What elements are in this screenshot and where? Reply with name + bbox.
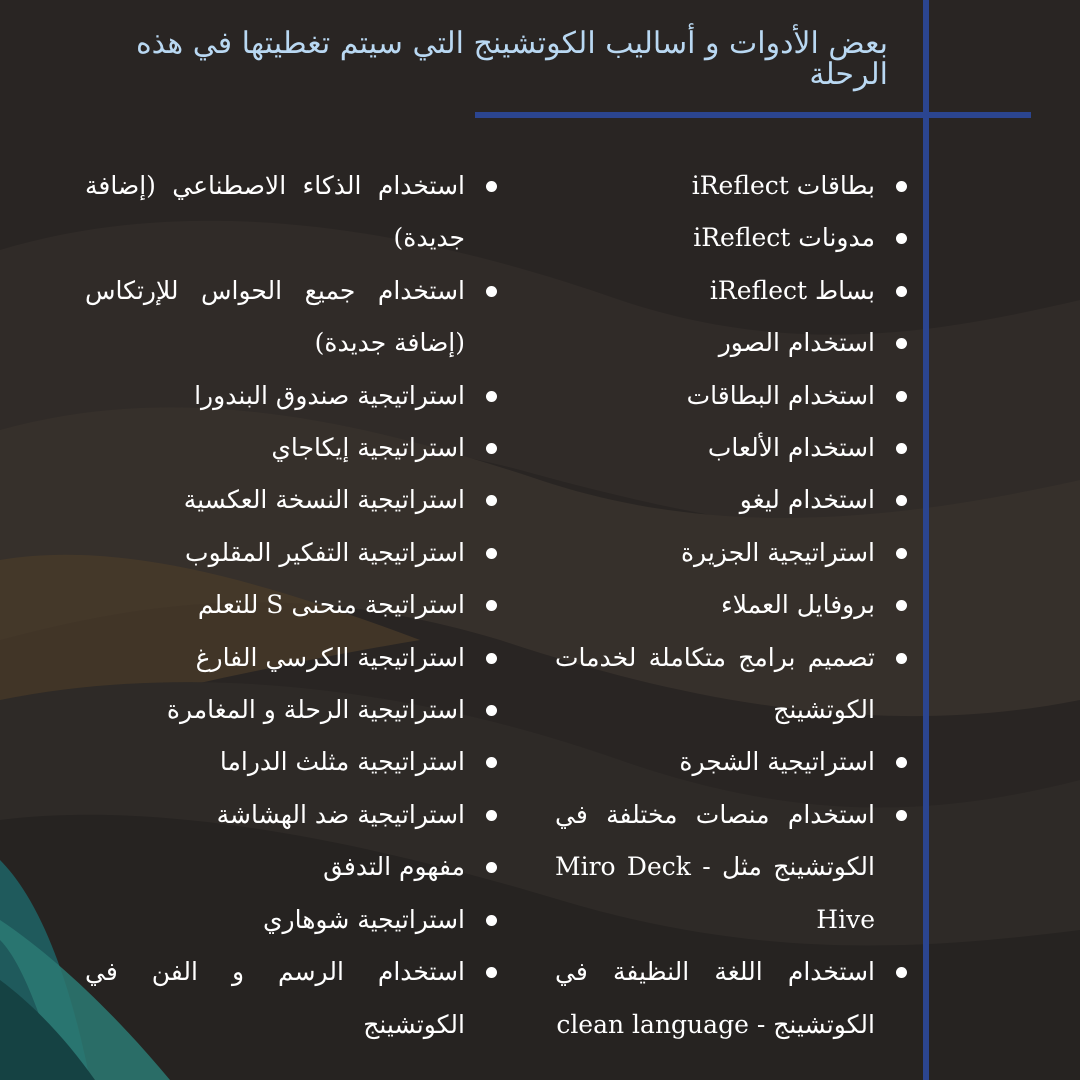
list-item: استخدام ليغو xyxy=(555,474,875,526)
vertical-accent-line xyxy=(923,0,929,1080)
list-item: استخدام منصات مختلفة في الكوتشينج مثل - Miro Deck Hive xyxy=(555,789,875,946)
tools-list-right xyxy=(555,160,875,1051)
tools-list-left xyxy=(85,160,465,1051)
list-item: استراتيجية ضد الهشاشة xyxy=(85,789,465,841)
list-item: مدونات iReflect xyxy=(555,212,875,264)
list-item: استراتيجية التفكير المقلوب xyxy=(85,527,465,579)
list-item: استراتيجية صندوق البندورا xyxy=(85,370,465,422)
page-title: بعض الأدوات و أساليب الكوتشينج التي سيتم تغطيتها في هذه الرحلة xyxy=(135,26,888,92)
list-item: استراتيجية إيكاجاي xyxy=(85,422,465,474)
list-item: استخدام جميع الحواس للإرتكاس (إضافة جديدة) xyxy=(85,265,465,370)
list-item: بساط iReflect xyxy=(555,265,875,317)
list-item: استراتيجية الكرسي الفارغ xyxy=(85,632,465,684)
list-item: بروفايل العملاء xyxy=(555,579,875,631)
list-item: استخدام اللغة النظيفة في الكوتشينج - clean language xyxy=(555,946,875,1051)
list-item: استخدام الألعاب xyxy=(555,422,875,474)
list-item: استراتيجية شوهاري xyxy=(85,894,465,946)
list-item: تصميم برامج متكاملة لخدمات الكوتشينج xyxy=(555,632,875,737)
list-item: استراتيجية الجزيرة xyxy=(555,527,875,579)
list-item: مفهوم التدفق xyxy=(85,841,465,893)
list-item: استراتيجة منحنى S للتعلم xyxy=(85,579,465,631)
list-item: استخدام البطاقات xyxy=(555,370,875,422)
list-item: استراتيجية مثلث الدراما xyxy=(85,736,465,788)
list-item: استخدام الذكاء الاصطناعي (إضافة جديدة) xyxy=(85,160,465,265)
list-item: بطاقات iReflect xyxy=(555,160,875,212)
list-item: استراتيجية الرحلة و المغامرة xyxy=(85,684,465,736)
horizontal-accent-line xyxy=(475,112,1031,118)
list-item: استخدام الرسم و الفن في الكوتشينج xyxy=(85,946,465,1051)
list-item: استراتيجية الشجرة xyxy=(555,736,875,788)
list-item: استراتيجية النسخة العكسية xyxy=(85,474,465,526)
list-item: استخدام الصور xyxy=(555,317,875,369)
